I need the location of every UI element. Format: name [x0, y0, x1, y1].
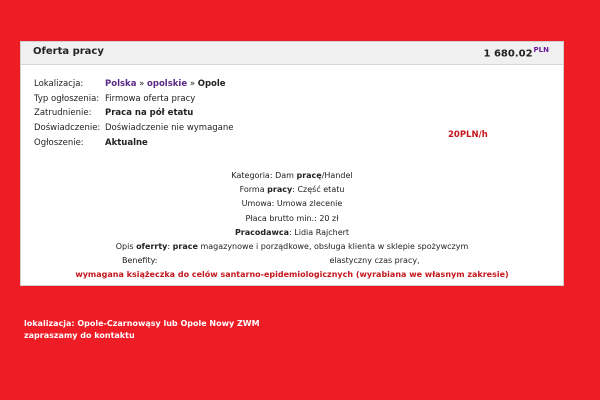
info-row-status — [34, 135, 234, 150]
footer-contact: zapraszamy do kontaktu — [24, 331, 135, 340]
min-pay-line: Płaca brutto min.: 20 zł — [245, 213, 339, 223]
status-label: Ogłoszenie: — [34, 137, 84, 148]
job-offer-card — [20, 41, 564, 286]
footer-location: lokalizacja: Opole-Czarnowąsy lub Opole Nowy ZWM — [24, 319, 260, 328]
experience-label: Doświadczenie: — [34, 123, 101, 134]
info-row-experience — [34, 121, 234, 136]
description-keyword-2: prace — [172, 241, 198, 251]
experience-value: Doświadczenie nie wymagane — [105, 123, 234, 134]
info-row-type — [34, 92, 234, 107]
description-prefix: Opis — [115, 241, 137, 251]
employer-name: : Lidia Rajchert — [289, 227, 350, 237]
employment-label: Zatrudnienie: — [34, 108, 92, 119]
category-keyword: pracę — [296, 171, 322, 180]
location-city: Opole — [197, 79, 226, 90]
location-label: Lokalizacja: — [34, 79, 84, 90]
form-line — [21, 183, 563, 197]
form-keyword: pracy — [267, 185, 293, 195]
employer-keyword: Pracodawca — [234, 227, 290, 237]
location-value — [105, 79, 226, 89]
category-line — [21, 169, 563, 183]
salary-currency: PLN — [533, 46, 549, 54]
type-value: Firmowa oferta pracy — [105, 93, 196, 104]
location-separator: » — [136, 79, 148, 90]
info-row-location — [34, 77, 234, 92]
info-table — [34, 77, 234, 150]
hourly-rate: 20PLN/h — [448, 130, 488, 140]
benefits-value: elastyczny czas pracy, — [329, 256, 420, 266]
contract-line: Umowa: Umowa zlecenie — [241, 199, 343, 209]
location-country-link[interactable]: Polska — [105, 79, 137, 90]
category-suffix: /Handel — [321, 171, 353, 180]
description-text: magazynowe i porządkowe, obsługa klienta w sklepie spożywczym — [197, 241, 469, 251]
offer-details — [21, 169, 563, 283]
info-row-employment — [34, 106, 234, 121]
employment-value: Praca na pół etatu — [105, 108, 194, 119]
warning-line: wymagana książeczka do celów santarno-epidemiologicznych (wyrabiana we własnym zakresie) — [75, 270, 509, 280]
description-line — [21, 240, 563, 254]
employer-line — [21, 226, 563, 240]
card-header — [21, 42, 563, 65]
status-value: Aktualne — [105, 137, 148, 148]
footer-text — [24, 318, 260, 342]
card-title: Oferta pracy — [33, 46, 104, 57]
type-label: Typ ogłoszenia: — [34, 93, 100, 104]
description-separator: : — [167, 241, 173, 251]
form-prefix: Forma — [239, 185, 268, 195]
benefits-label: Benefity: — [122, 256, 158, 266]
location-separator: » — [187, 79, 198, 90]
salary — [484, 46, 549, 59]
category-prefix: Kategoria: Dam — [231, 171, 297, 180]
form-suffix: : Część etatu — [292, 185, 345, 195]
benefits-line — [21, 254, 563, 268]
location-region-link[interactable]: opolskie — [147, 79, 188, 90]
salary-amount: 1 680.02 — [483, 48, 533, 60]
description-keyword: oferrty — [136, 241, 168, 251]
